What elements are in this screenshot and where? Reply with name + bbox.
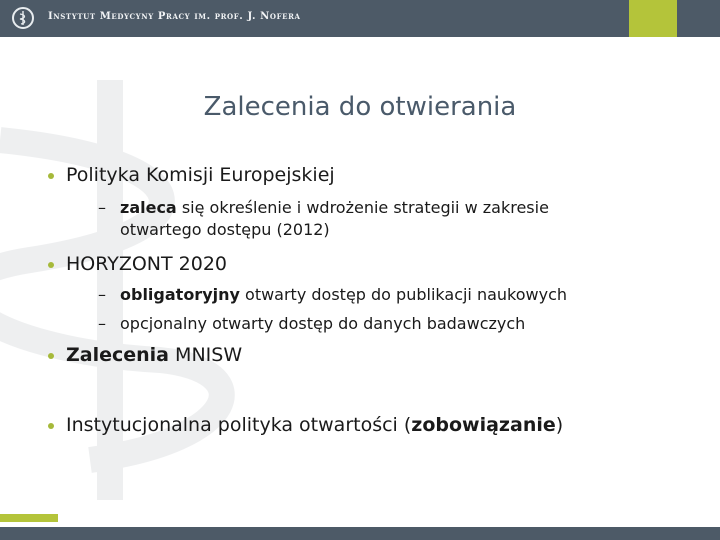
sub-text: opcjonalny otwarty dostęp do danych badawczych xyxy=(120,314,526,333)
sub-bullet-opcjonalny xyxy=(98,313,526,335)
bold-term: zobowiązanie xyxy=(411,414,556,436)
dash-marker: – xyxy=(98,285,106,304)
bullet-dot xyxy=(48,262,54,268)
caduceus-icon xyxy=(12,7,34,29)
bullet-text: Instytucjonalna polityka otwartości ( xyxy=(66,414,412,436)
bullet-dot xyxy=(48,423,54,429)
bullet-text: Polityka Komisji Europejskiej xyxy=(66,164,335,186)
bullet-text-end: ) xyxy=(555,414,564,436)
bullet-polityka-otwartosci xyxy=(66,414,563,436)
dash-marker: – xyxy=(98,198,106,217)
sub-text: otwarty dostęp do publikacji naukowych xyxy=(239,285,568,304)
slide-title: Zalecenia do otwierania xyxy=(203,92,517,122)
bullet-horyzont xyxy=(66,253,227,275)
sub-text-line2: otwartego dostępu (2012) xyxy=(120,220,330,239)
sub-bullet-obligatoryjny xyxy=(98,284,568,306)
institute-name: Instytut Medycyny Pracy im. prof. J. Nofera xyxy=(48,11,301,22)
header-accent-block xyxy=(629,0,677,37)
dash-marker: – xyxy=(98,314,106,333)
bold-term: obligatoryjny xyxy=(120,285,240,304)
bullet-text: HORYZONT 2020 xyxy=(66,253,228,275)
sub-bullet-zaleca xyxy=(98,197,549,241)
sub-text: się określenie i wdrożenie strategii w zakresie xyxy=(176,198,549,217)
bullet-polityka-ke xyxy=(66,164,335,186)
footer-accent xyxy=(0,514,58,522)
header-bar xyxy=(0,0,720,37)
bold-term: Zalecenia xyxy=(66,344,170,366)
bold-term: zaleca xyxy=(120,198,177,217)
bullet-dot xyxy=(48,173,54,179)
bullet-dot xyxy=(48,353,54,359)
footer-bar xyxy=(0,527,720,540)
bullet-text: MNISW xyxy=(169,344,243,366)
bullet-zalecenia-mnisw xyxy=(66,344,242,366)
